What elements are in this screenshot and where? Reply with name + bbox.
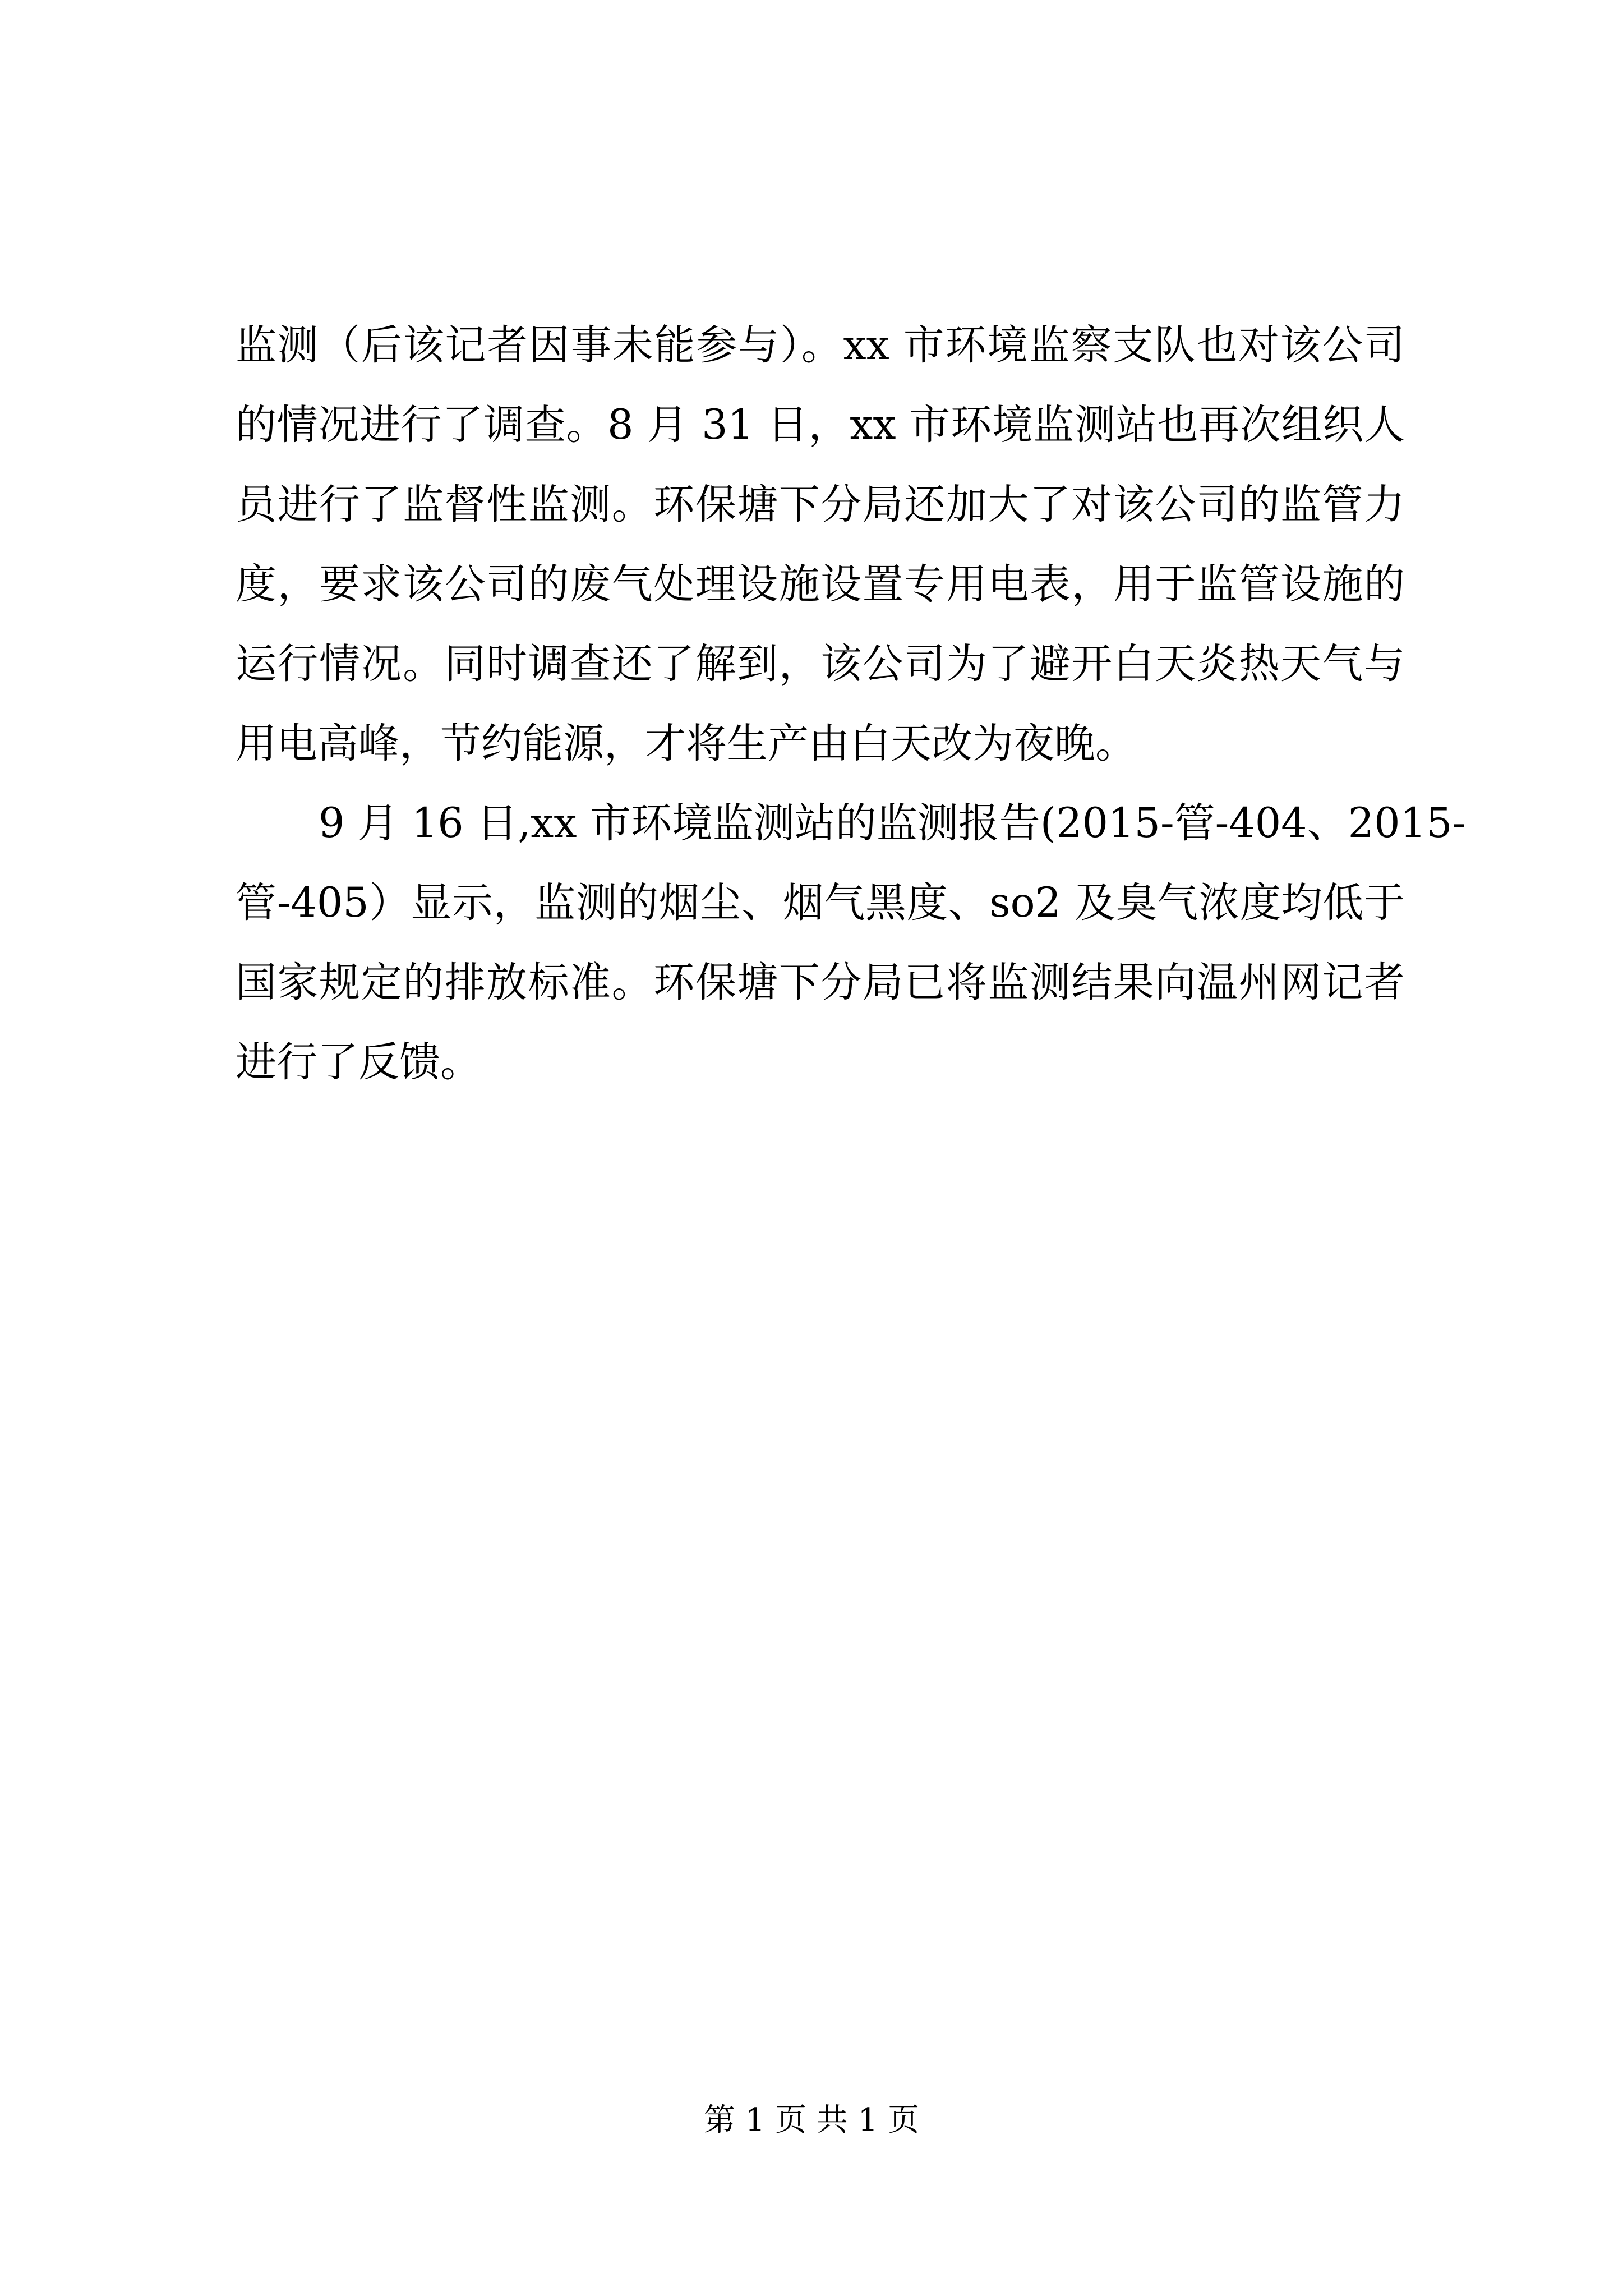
text-line: 9 月 16 日,xx 市环境监测站的监测报告(2015-管-404、2015- bbox=[319, 799, 1467, 847]
text-line: 的情况进行了调查。8 月 31 日，xx 市环境监测站也再次组织人 bbox=[236, 401, 1405, 449]
text-line: 进行了反馈。 bbox=[236, 1038, 481, 1086]
text-line: 度，要求该公司的废气处理设施设置专用电表，用于监管设施的 bbox=[236, 560, 1405, 608]
text-line: 管-405）显示，监测的烟尘、烟气黑度、so2 及臭气浓度均低于 bbox=[236, 879, 1405, 927]
paragraph-2 bbox=[236, 784, 1467, 1102]
text-line: 运行情况。同时调查还了解到，该公司为了避开白天炎热天气与 bbox=[236, 640, 1405, 688]
page-number-footer: 第 1 页 共 1 页 bbox=[703, 2102, 920, 2138]
text-line: 监测（后该记者因事未能参与）。xx 市环境监察支队也对该公司 bbox=[236, 321, 1405, 369]
text-line: 国家规定的排放标准。环保塘下分局已将监测结果向温州网记者 bbox=[236, 959, 1405, 1006]
text-line: 员进行了监督性监测。环保塘下分局还加大了对该公司的监管力 bbox=[236, 481, 1405, 528]
paragraph-1 bbox=[236, 306, 1405, 784]
text-line: 用电高峰，节约能源，才将生产由白天改为夜晚。 bbox=[236, 720, 1136, 767]
document-body bbox=[236, 306, 1467, 1102]
